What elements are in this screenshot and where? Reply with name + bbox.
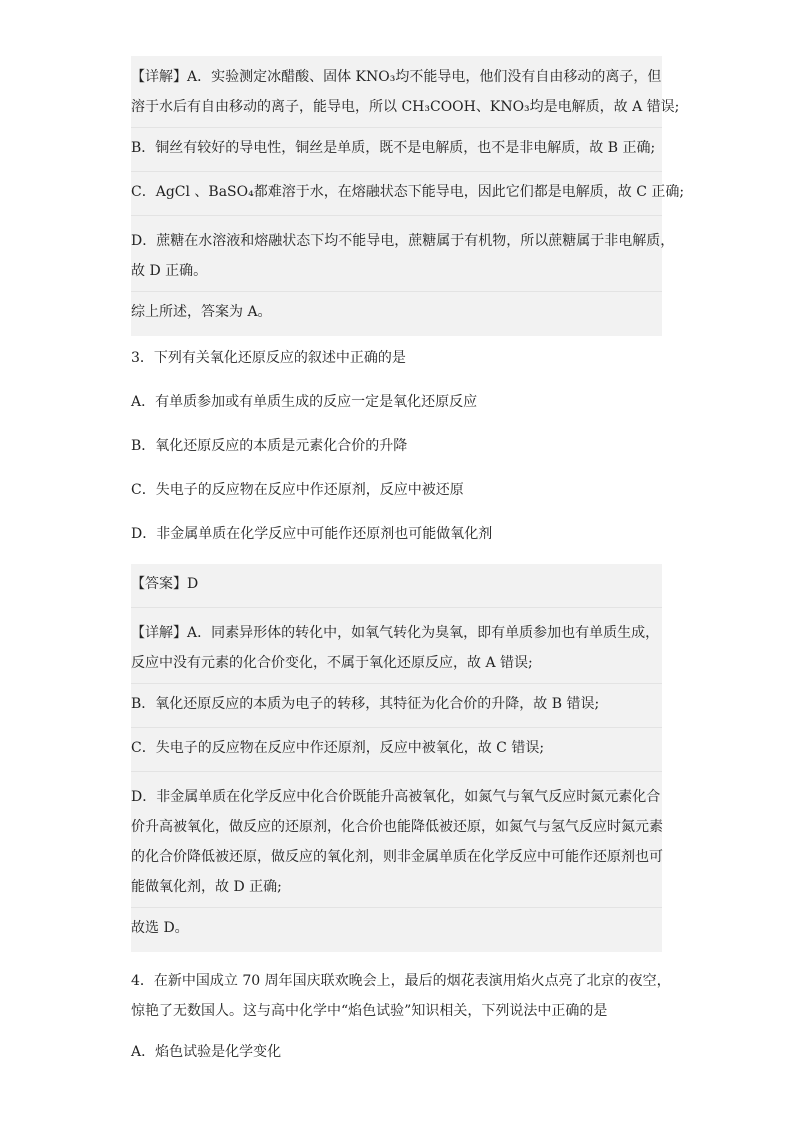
q3-explain-c: C．失电子的反应物在反应中作还原剂，反应中被氧化，故 C 错误;: [131, 728, 662, 772]
q2-explain-c: C．AgCl 、BaSO₄都难溶于水，在熔融状态下能导电，因此它们都是电解质，故 C 正确;: [131, 172, 662, 216]
q2-explain-d-line2: 故 D 正确。: [131, 263, 208, 279]
q4-stem: [131, 958, 671, 1032]
q3-explain-d-line4: 能做氧化剂，故 D 正确;: [131, 879, 282, 895]
q4-option-a: A．焰色试验是化学变化: [131, 1044, 282, 1060]
q2-explain-a-line1: 【详解】A．实验测定冰醋酸、固体 KNO₃均不能导电，他们没有自由移动的离子，但: [131, 69, 662, 85]
q3-answer: 【答案】D: [131, 564, 662, 608]
q4-question-block: [131, 958, 671, 1076]
q3-option-b: B．氧化还原反应的本质是元素化合价的升降: [131, 438, 408, 454]
q4-stem-line2: 惊艳了无数国人。这与高中化学中“焰色试验”知识相关，下列说法中正确的是: [131, 1003, 608, 1019]
q3-explain-a: [131, 608, 662, 684]
q3-conclusion: 故选 D。: [131, 920, 189, 936]
document-page: [131, 56, 685, 1076]
q2-explain-a: [131, 56, 680, 128]
q2-summary: 综上所述，答案为 A。: [131, 304, 272, 320]
q3-stem: 3．下列有关氧化还原反应的叙述中正确的是: [131, 350, 406, 366]
q4-stem-line1: 4．在新中国成立 70 周年国庆联欢晚会上，最后的烟花表演用焰火点亮了北京的夜空，: [131, 973, 671, 989]
q3-explain-d-line1: D．非金属单质在化学反应中化合价既能升高被氧化，如氮气与氧气反应时氮元素化合: [131, 789, 661, 805]
q3-question-block: [131, 338, 663, 558]
q3-explain-b: B．氧化还原反应的本质为电子的转移，其特征为化合价的升降，故 B 错误;: [131, 684, 662, 728]
q2-explain-b: B．铜丝有较好的导电性，铜丝是单质，既不是电解质，也不是非电解质，故 B 正确;: [131, 128, 662, 172]
q2-explain-d: [131, 216, 675, 292]
q3-explain-d-line3: 的化合价降低被还原，做反应的氧化剂，则非金属单质在化学反应中可能作还原剂也可: [131, 849, 663, 865]
q3-explain-d: [131, 772, 662, 908]
q3-explain-d-line2: 价升高被氧化，做反应的还原剂，化合价也能降低被还原，如氮气与氢气反应时氮元素: [131, 819, 663, 835]
q3-option-c: C．失电子的反应物在反应中作还原剂，反应中被还原: [131, 482, 464, 498]
q3-explain-a-line2: 反应中没有元素的化合价变化，不属于氧化还原反应，故 A 错误;: [131, 655, 533, 671]
q3-option-a: A．有单质参加或有单质生成的反应一定是氧化还原反应: [131, 394, 478, 410]
q3-option-d: D．非金属单质在化学反应中可能作还原剂也可能做氧化剂: [131, 526, 493, 542]
q3-explain-a-line1: 【详解】A．同素异形体的转化中，如氧气转化为臭氧，即有单质参加也有单质生成，: [131, 625, 660, 641]
q2-explain-d-line1: D．蔗糖在水溶液和熔融状态下均不能导电，蔗糖属于有机物，所以蔗糖属于非电解质，: [131, 233, 675, 249]
q2-explain-a-line2: 溶于水后有自由移动的离子，能导电，所以 CH₃COOH、KNO₃均是电解质，故 A 错误;: [131, 99, 680, 115]
q3-explanation-block: [131, 564, 662, 952]
q2-explanation-block: [131, 56, 685, 336]
